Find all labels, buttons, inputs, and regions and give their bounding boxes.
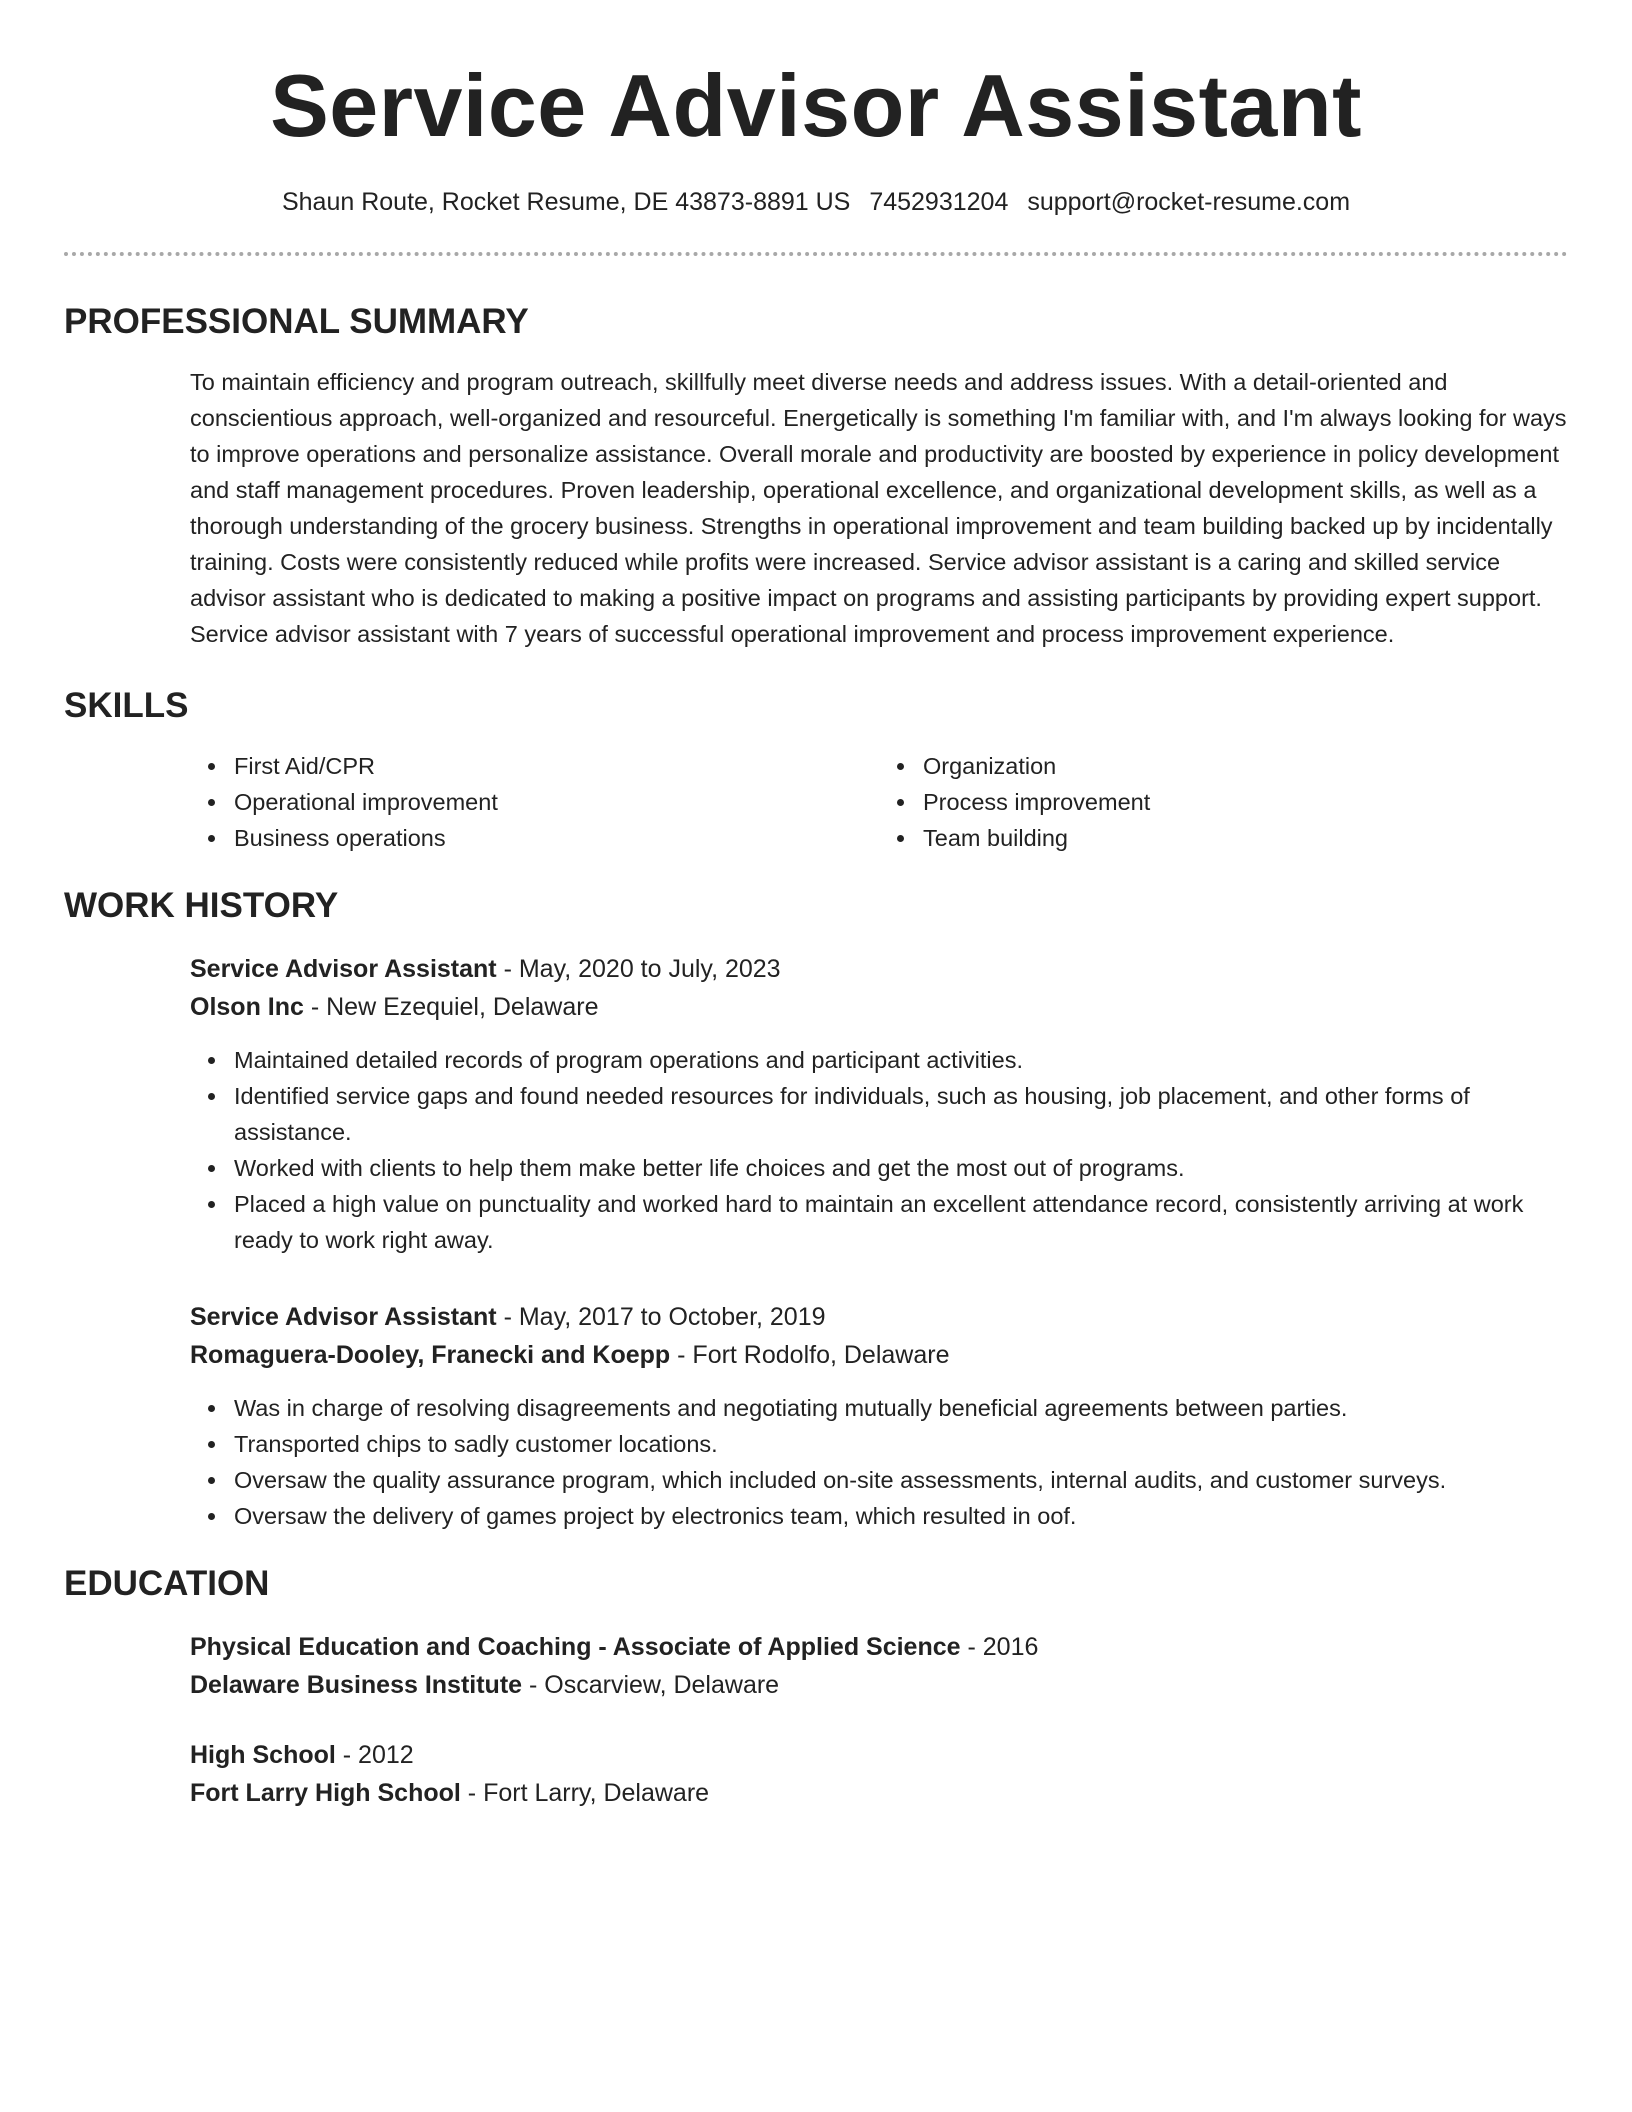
education-school: Delaware Business Institute (190, 1671, 523, 1699)
job-bullet: Placed a high value on punctuality and worked hard to maintain an excellent attendance record, consistently arriving at work ready to work right away. (234, 1186, 1574, 1258)
education-location: - Oscarview, Delaware (522, 1671, 780, 1699)
section-work-history (64, 884, 1568, 1534)
resume-page (64, 0, 1568, 1812)
education-school: Fort Larry High School (190, 1779, 461, 1807)
section-skills (64, 684, 1568, 856)
education-location: - Fort Larry, Delaware (460, 1779, 710, 1807)
summary-text: To maintain efficiency and program outreach, skillfully meet diverse needs and address issues. With a detail-oriented and conscientious approach, well-organized and resourceful. Energetically is something I'm familiar with, and I'm always looking for ways to improve operations and personalize assistance. Overall morale and productivity are boosted by experience in policy development and staff management procedures. Proven leadership, operational excellence, and organizational development skills, as well as a thorough understanding of the grocery business. Strengths in operational improvement and team building backed up by incidentally training. Costs were consistently reduced while profits were increased. Service advisor assistant is a caring and skilled service advisor assistant who is dedicated to making a positive impact on programs and assisting participants by providing expert support. Service advisor assistant with 7 years of successful operational improvement and process improvement experience. (190, 369, 1567, 647)
education-year: - 2012 (335, 1741, 414, 1769)
job-bullet: Was in charge of resolving disagreements and negotiating mutually beneficial agreements between parties. (234, 1390, 1574, 1426)
job-company: Olson Inc (190, 993, 304, 1021)
job-bullet: Oversaw the quality assurance program, which included on-site assessments, internal audits, and customer surveys. (234, 1462, 1574, 1498)
job-role-line (190, 1298, 1568, 1336)
job-bullets (190, 1390, 1574, 1534)
job-entry (190, 1298, 1568, 1534)
skill-item: Organization (923, 748, 1568, 784)
section-education (64, 1562, 1568, 1812)
job-bullet: Worked with clients to help them make better life choices and get the most out of programs. (234, 1150, 1574, 1186)
job-bullet: Oversaw the delivery of games project by electronics team, which resulted in oof. (234, 1498, 1574, 1534)
job-bullet: Transported chips to sadly customer locations. (234, 1426, 1574, 1462)
job-company-line (190, 1336, 1568, 1374)
education-year: - 2016 (960, 1633, 1039, 1661)
education-school-line (190, 1774, 1568, 1812)
resume-title: Service Advisor Assistant (270, 56, 1362, 155)
skill-item: Process improvement (923, 784, 1568, 820)
job-role-line (190, 950, 1568, 988)
education-degree-line (190, 1628, 1568, 1666)
skills-grid (190, 748, 1568, 856)
section-professional-summary (64, 300, 1568, 652)
skills-column-right (879, 748, 1568, 856)
contact-line (64, 186, 1568, 218)
job-location: - Fort Rodolfo, Delaware (670, 1341, 950, 1369)
education-degree-line (190, 1736, 1568, 1774)
header-divider (64, 252, 1568, 256)
education-degree: High School (190, 1741, 336, 1769)
section-title-work: WORK HISTORY (64, 886, 339, 925)
contact-phone: 7452931204 (869, 188, 1009, 216)
job-role: Service Advisor Assistant (190, 1303, 497, 1331)
job-bullets (190, 1042, 1574, 1258)
job-company-line (190, 988, 1568, 1026)
contact-address: Shaun Route, Rocket Resume, DE 43873-8891 US (281, 188, 851, 216)
education-degree: Physical Education and Coaching - Associate of Applied Science (190, 1633, 961, 1661)
skill-item: Operational improvement (234, 784, 879, 820)
education-school-line (190, 1666, 1568, 1704)
education-entry (190, 1628, 1568, 1704)
job-role: Service Advisor Assistant (190, 955, 497, 983)
skill-item: First Aid/CPR (234, 748, 879, 784)
skill-item: Business operations (234, 820, 879, 856)
section-title-skills: SKILLS (64, 686, 189, 725)
job-bullet: Maintained detailed records of program operations and participant activities. (234, 1042, 1574, 1078)
education-entry (190, 1736, 1568, 1812)
job-dates: - May, 2020 to July, 2023 (496, 955, 781, 983)
job-dates: - May, 2017 to October, 2019 (496, 1303, 826, 1331)
skill-item: Team building (923, 820, 1568, 856)
skills-column-left (190, 748, 879, 856)
section-title-summary: PROFESSIONAL SUMMARY (64, 302, 529, 341)
job-company: Romaguera-Dooley, Franecki and Koepp (190, 1341, 671, 1369)
job-entry (190, 950, 1568, 1258)
contact-email: support@rocket-resume.com (1027, 188, 1351, 216)
section-title-education: EDUCATION (64, 1564, 270, 1603)
job-location: - New Ezequiel, Delaware (303, 993, 599, 1021)
job-bullet: Identified service gaps and found needed resources for individuals, such as housing, job placement, and other forms of assistance. (234, 1078, 1574, 1150)
